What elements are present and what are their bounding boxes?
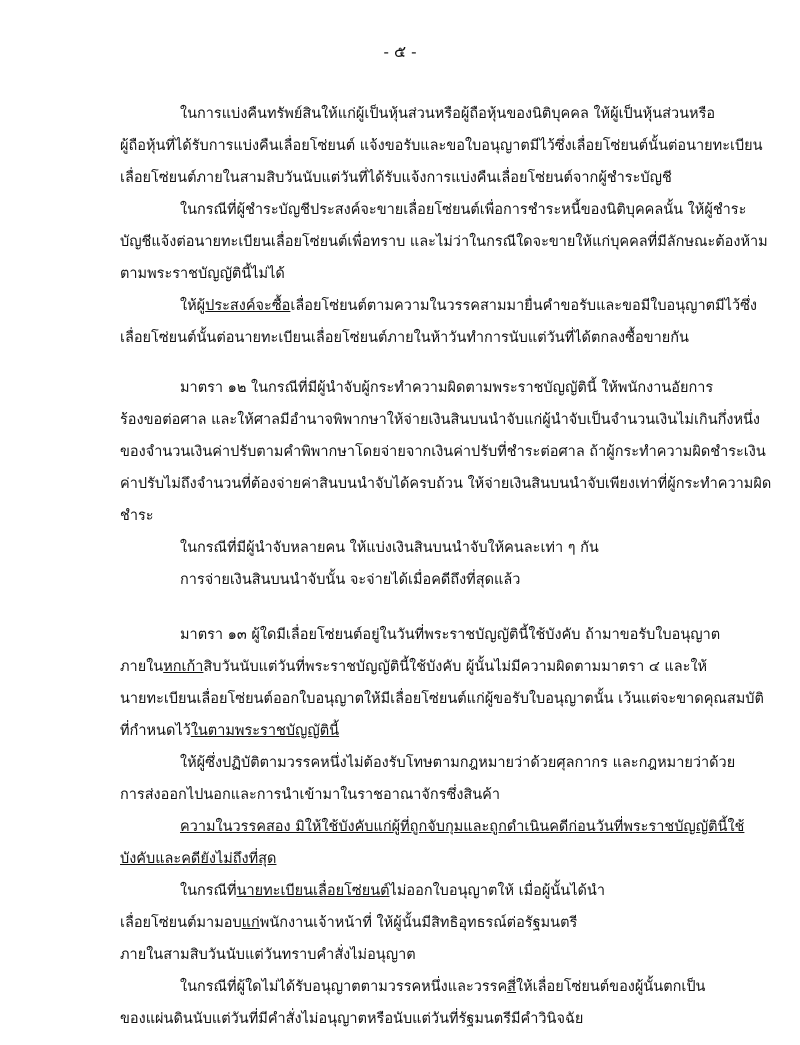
paragraph-line: นายทะเบียนเลื่อยโซ่ยนต์ออกใบอนุญาตให้มีเลื่อยโซ่ยนต์แก่ผู้ขอรับใบอนุญาตนั้น เว้นแต่จะขาดคุณสมบัติ	[120, 691, 764, 707]
paragraph-line: เลื่อยโซ่ยนต์นั้นต่อนายทะเบียนเลื่อยโซ่ยนต์ภายในห้าวันทำการนับแต่วันที่ได้ตกลงซื้อขายกัน	[120, 330, 689, 346]
paragraph-line: ในการแบ่งคืนทรัพย์สินให้แก่ผู้เป็นหุ้นส่วนหรือผู้ถือหุ้นของนิติบุคคล ให้ผู้เป็นหุ้นส่วนหรือ	[180, 106, 716, 122]
underlined-text: ในตามพระราชบัญญัตินี้	[190, 723, 340, 739]
page-number: - ๕ -	[383, 42, 417, 61]
underlined-text: ประสงค์จะซื้อ	[205, 298, 291, 314]
underlined-line: บังคับและคดียังไม่ถึงที่สุด	[120, 851, 277, 867]
paragraph-line: ในกรณีที่มีผู้นำจับหลายคน ให้แบ่งเงินสินบนนำจับให้คนละเท่า ๆ กัน	[180, 540, 599, 556]
paragraph-line: บัญชีแจ้งต่อนายทะเบียนเลื่อยโซ่ยนต์เพื่อทราบ และไม่ว่าในกรณีใดจะขายให้แก่บุคคลที่มีลักษณะต้องห้าม	[120, 234, 768, 250]
paragraph-line: ผู้ถือหุ้นที่ได้รับการแบ่งคืนเลื่อยโซ่ยนต์ แจ้งขอรับและขอใบอนุญาตมีไว้ซึ่งเลื่อยโซ่ยนต์นั้นต่อนายทะเบียน	[120, 138, 763, 154]
paragraph-line: ร้องขอต่อศาล และให้ศาลมีอำนาจพิพากษาให้จ่ายเงินสินบนนำจับแก่ผู้นำจับเป็นจำนวนเงินไม่เกินกึ่งหนึ่ง	[120, 412, 761, 428]
paragraph-line: ในกรณีที่ผู้ชำระบัญชีประสงค์จะขายเลื่อยโซ่ยนต์เพื่อการชำระหนี้ของนิติบุคคลนั้น ให้ผู้ชำระ	[180, 202, 747, 218]
text-run: เลื่อยโซ่ยนต์ตามความในวรรคสามมายื่นคำขอรับและขอมีใบอนุญาตมีไว้ซึ่ง	[290, 298, 758, 314]
paragraph-line: ของจำนวนเงินค่าปรับตามคำพิพากษาโดยจ่ายจากเงินค่าปรับที่ชำระต่อศาล ถ้าผู้กระทำความผิดชำระเงิน	[120, 444, 766, 460]
paragraph-line: เลื่อยโซ่ยนต์ภายในสามสิบวันนับแต่วันที่ได้รับแจ้งการแบ่งคืนเลื่อยโซ่ยนต์จากผู้ชำระบัญชี	[120, 170, 672, 186]
text-run: เลื่อยโซ่ยนต์มามอบ	[120, 915, 242, 931]
underlined-text: สี่	[507, 979, 517, 995]
paragraph-line	[120, 657, 800, 677]
paragraph-line	[120, 913, 800, 933]
paragraph-line	[180, 296, 800, 316]
underlined-line: ความในวรรคสอง มิให้ใช้บังคับแก่ผู้ที่ถูกจับกุมและถูกดำเนินคดีก่อนวันที่พระราชบัญญัตินี้ใช้	[180, 819, 745, 835]
underlined-text: แก่	[241, 915, 260, 931]
paragraph-line: ของแผ่นดินนับแต่วันที่มีคำสั่งไม่อนุญาตหรือนับแต่วันที่รัฐมนตรีมีคำวินิจฉัย	[120, 1011, 584, 1027]
text-run: ให้เลื่อยโซ่ยนต์ของผู้นั้นตกเป็น	[516, 979, 706, 995]
text-run: ไม่ออกใบอนุญาตให้ เมื่อผู้นั้นได้นำ	[389, 883, 605, 899]
section-line: มาตรา ๑๓ ผู้ใดมีเลื่อยโซ่ยนต์อยู่ในวันที่พระราชบัญญัตินี้ใช้บังคับ ถ้ามาขอรับใบอนุญาต	[180, 627, 721, 643]
underlined-text: นายทะเบียนเลื่อยโซ่ยนต์	[236, 883, 390, 899]
underlined-text: หกเก้า	[163, 659, 204, 675]
text-run: สิบวันนับแต่วันที่พระราชบัญญัตินี้ใช้บังคับ ผู้นั้นไม่มีความผิดตามมาตรา ๔ และให้	[203, 659, 708, 675]
text-run: ในกรณีที่ผู้ใดไม่ได้รับอนุญาตตามวรรคหนึ่งและวรรค	[180, 979, 508, 995]
paragraph-line: ค่าปรับไม่ถึงจำนวนที่ต้องจ่ายค่าสินบนนำจับได้ครบถ้วน ให้จ่ายเงินสินบนนำจับเพียงเท่าที่ผู้กระทำความผิด	[120, 476, 772, 492]
paragraph-line	[180, 881, 800, 901]
paragraph-line: ภายในสามสิบวันนับแต่วันทราบคำสั่งไม่อนุญาต	[120, 947, 416, 963]
text-run: ภายใน	[120, 659, 164, 675]
paragraph-line: ตามพระราชบัญญัตินี้ไม่ได้	[120, 266, 285, 282]
text-run: ที่กำหนดไว้	[120, 723, 191, 739]
paragraph-line: การส่งออกไปนอกและการนำเข้ามาในราชอาณาจักรซึ่งสินค้า	[120, 787, 501, 803]
text-run: ให้ผู้	[180, 298, 206, 314]
text-run: ในกรณีที่	[180, 883, 237, 899]
paragraph-line: ชำระ	[120, 508, 154, 524]
text-run: พนักงานเจ้าหน้าที่ ให้ผู้นั้นมีสิทธิอุทธรณ์ต่อรัฐมนตรี	[259, 915, 578, 931]
paragraph-line	[180, 977, 800, 997]
paragraph-line: ให้ผู้ซึ่งปฏิบัติตามวรรคหนึ่งไม่ต้องรับโทษตามกฎหมายว่าด้วยศุลกากร และกฎหมายว่าด้วย	[180, 755, 736, 771]
section-line: มาตรา ๑๒ ในกรณีที่มีผู้นำจับผู้กระทำความผิดตามพระราชบัญญัตินี้ ให้พนักงานอัยการ	[180, 380, 714, 396]
paragraph-line	[120, 721, 800, 741]
paragraph-line: การจ่ายเงินสินบนนำจับนั้น จะจ่ายได้เมื่อคดีถึงที่สุดแล้ว	[180, 572, 521, 588]
